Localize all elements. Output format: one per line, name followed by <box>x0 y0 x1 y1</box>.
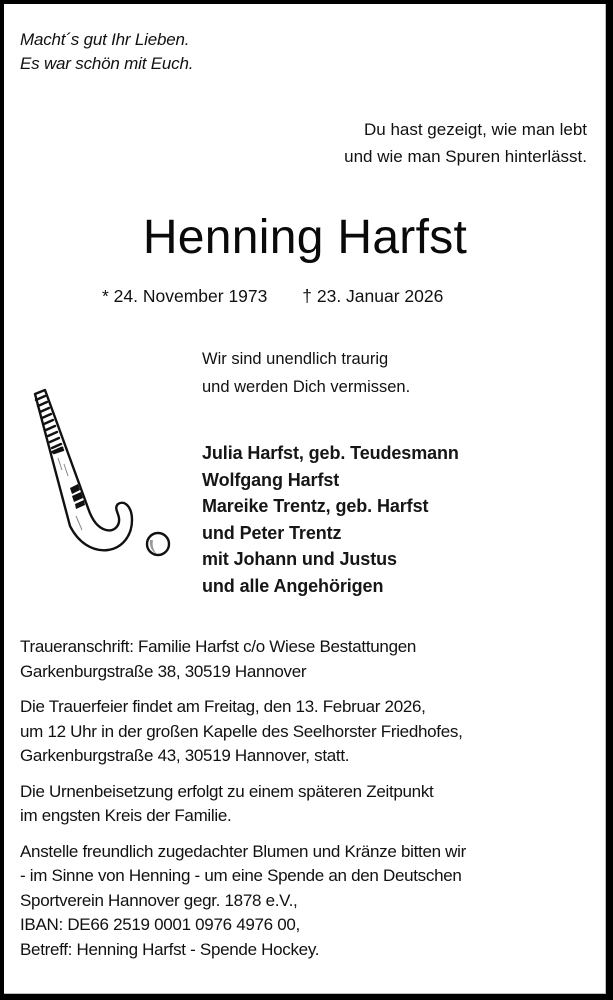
ceremony-line: Die Trauerfeier findet am Freitag, den 13. Februar 2026, <box>20 697 426 716</box>
address-line: Garkenburgstraße 38, 30519 Hannover <box>20 661 307 681</box>
obituary-notice <box>4 4 606 994</box>
address-line: Traueranschrift: Familie Harfst c/o Wiese Bestattungen <box>20 637 417 656</box>
ceremony-line: um 12 Uhr in der großen Kapelle des Seelhorster Friedhofes, <box>20 721 463 741</box>
family-member: Julia Harfst, geb. Teudesmann <box>202 443 459 463</box>
donation-line: Sportverein Hannover gegr. 1878 e.V., <box>20 890 298 910</box>
donation-line: - im Sinne von Henning - um eine Spende an den Deutschen <box>20 866 462 885</box>
iban-line: IBAN: DE66 2519 0001 0976 4976 00, <box>20 915 300 934</box>
motto-line: Es war schön mit Euch. <box>20 54 194 73</box>
donation-reference-line: Betreff: Henning Harfst - Spende Hockey. <box>20 939 320 959</box>
mourning-line: und werden Dich vermissen. <box>202 378 411 396</box>
hockey-stick-and-ball-icon <box>32 380 182 565</box>
ceremony-line: Garkenburgstraße 43, 30519 Hannover, statt. <box>20 746 350 765</box>
quote-line: Du hast gezeigt, wie man lebt <box>363 120 587 139</box>
deceased-name: Henning Harfst <box>142 211 468 264</box>
family-member: und Peter Trentz <box>202 522 342 543</box>
family-member: Mareike Trentz, geb. Harfst <box>202 496 429 516</box>
family-list <box>202 440 459 599</box>
quote-line: und wie man Spuren hinterlässt. <box>344 147 587 166</box>
motto-line: Macht´s gut Ihr Lieben. <box>20 30 190 49</box>
burial-info <box>20 780 600 829</box>
quote <box>344 116 587 170</box>
motto <box>20 28 193 76</box>
mourning-line: Wir sind unendlich traurig <box>202 350 389 368</box>
mourning-address <box>20 635 600 684</box>
ceremony-info <box>20 695 600 769</box>
family-member: und alle Angehörigen <box>202 575 384 596</box>
death-date: † 23. Januar 2026 <box>302 286 444 306</box>
donation-info <box>20 840 600 963</box>
burial-line: im engsten Kreis der Familie. <box>20 806 232 825</box>
life-dates <box>102 283 443 309</box>
donation-line: Anstelle freundlich zugedachter Blumen und Kränze bitten wir <box>20 841 466 861</box>
mourning-text <box>202 345 410 401</box>
family-member: Wolfgang Harfst <box>202 469 340 490</box>
info-section <box>20 635 600 973</box>
burial-line: Die Urnenbeisetzung erfolgt zu einem späteren Zeitpunkt <box>20 781 434 801</box>
birth-date: * 24. November 1973 <box>102 286 268 306</box>
family-member: mit Johann und Justus <box>202 549 397 569</box>
